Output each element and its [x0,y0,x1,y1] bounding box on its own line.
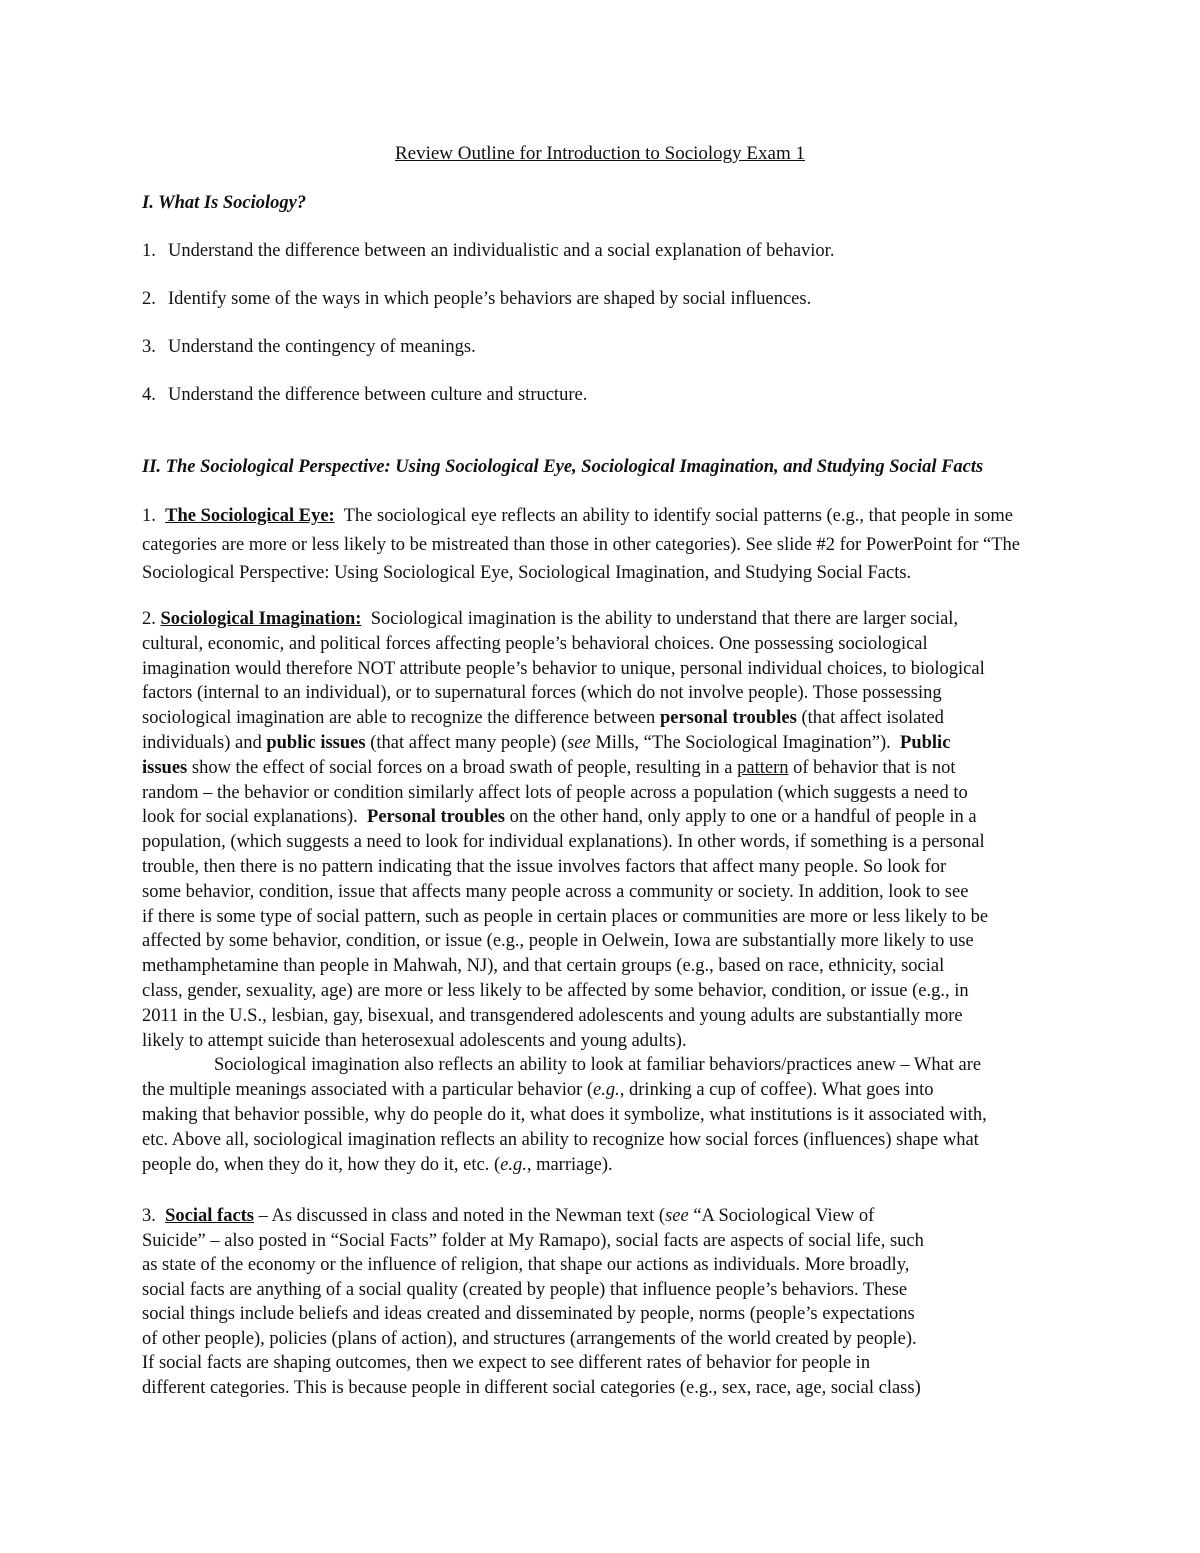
item-number: 2. [142,289,156,309]
paragraph-sociological-eye [142,502,1020,588]
item-number: 4. [142,385,156,405]
text-line: random – the behavior or condition similarly affect lots of people across a population (which suggests a need to [142,782,968,803]
text-line: as state of the economy or the influence of religion, that shape our actions as individuals. More broadly, [142,1255,910,1275]
text-line: individuals) and public issues (that affect many people) (see Mills, “The Sociological Imagination”). Public [142,732,951,753]
text-line: 3. Social facts – As discussed in class and noted in the Newman text (see “A Sociological View of [142,1206,875,1226]
text-line: different categories. This is because people in different social categories (e.g., sex, race, age, social class) [142,1377,921,1398]
text-line: if there is some type of social pattern, such as people in certain places or communities are more or less likely to be [142,906,989,927]
paragraph-social-facts [142,1204,924,1400]
text-line: of other people), policies (plans of action), and structures (arrangements of the world created by people). [142,1328,917,1349]
text-line: the multiple meanings associated with a particular behavior (e.g., drinking a cup of coffee). What goes into [142,1080,934,1101]
term-sociological-eye: The Sociological Eye: [165,506,335,526]
text-line: social things include beliefs and ideas created and disseminated by people, norms (people’s expectations [142,1304,915,1324]
text-line: likely to attempt suicide than heterosexual adolescents and young adults). [142,1030,687,1051]
item-text: Understand the difference between an individualistic and a social explanation of behavior. [168,241,835,261]
term-social-facts: Social facts [165,1206,255,1226]
section-heading-sociological-perspective: II. The Sociological Perspective: Using Sociological Eye, Sociological Imagination, and Studying Social Facts [142,457,984,477]
text-line: cultural, economic, and political forces affecting people’s behavioral choices. One possessing sociological [142,633,928,654]
text-line: 2011 in the U.S., lesbian, gay, bisexual, and transgendered adolescents and young adults are substantially more [142,1005,963,1026]
item-text: Understand the difference between culture and structure. [168,385,588,405]
list-item [142,383,587,407]
list-item [142,239,834,263]
paragraph-sociological-imagination [142,607,988,1177]
text-line: look for social explanations). Personal troubles on the other hand, only apply to one or a handful of people in a [142,807,977,828]
term-public-issues: public issues [266,732,366,753]
text-line: imagination would therefore NOT attribute people’s behavior to unique, personal individual choices, to biological [142,658,985,679]
section-heading-what-is-sociology: I. What Is Sociology? [142,193,307,213]
text-line: 1. The Sociological Eye: The sociological eye reflects an ability to identify social patterns (e.g., that people in some [142,506,1014,526]
text-line: affected by some behavior, condition, or issue (e.g., people in Oelwein, Iowa are substantially more likely to use [142,931,974,952]
text-line: 2. Sociological Imagination: Sociological imagination is the ability to understand that there are larger social, [142,609,959,629]
text-line: class, gender, sexuality, age) are more or less likely to be affected by some behavior, condition, or issue (e.g., in [142,980,969,1001]
text-line: making that behavior possible, why do people do it, what does it symbolize, what institutions is it associated with, [142,1104,987,1125]
item-number: 1. [142,241,156,261]
text-line: trouble, then there is no pattern indicating that the issue involves factors that affect many people. So look for [142,856,947,877]
text-line: social facts are anything of a social quality (created by people) that influence people’s behaviors. These [142,1279,908,1300]
list-item [142,287,811,311]
item-text: Understand the contingency of meanings. [168,337,476,357]
item-number: 3. [142,337,156,357]
text-line: etc. Above all, sociological imagination reflects an ability to recognize how social forces (influences) shape what [142,1129,979,1150]
text-line: issues show the effect of social forces on a broad swath of people, resulting in a pattern of behavior that is not [142,757,956,778]
text-line: Sociological imagination also reflects an ability to look at familiar behaviors/practices anew – What are [214,1055,982,1076]
text-line: If social facts are shaping outcomes, then we expect to see different rates of behavior for people in [142,1353,871,1373]
item-text: Identify some of the ways in which people’s behaviors are shaped by social influences. [168,289,812,309]
text-line: factors (internal to an individual), or to supernatural forces (which do not involve people). Those possessing [142,683,942,704]
term-sociological-imagination: Sociological Imagination: [160,609,362,629]
text-line: sociological imagination are able to recognize the difference between personal troubles (that affect isolated [142,708,944,729]
text-line: population, (which suggests a need to look for individual explanations). In other words, if something is a personal [142,832,985,853]
text-line: methamphetamine than people in Mahwah, NJ), and that certain groups (e.g., based on race, ethnicity, social [142,956,945,977]
text-line: categories are more or less likely to be mistreated than those in other categories). See slide #2 for PowerPoint for “The [142,534,1020,555]
text-line: Sociological Perspective: Using Sociological Eye, Sociological Imagination, and Studying Social Facts. [142,563,912,583]
list-item [142,335,476,359]
document-title: Review Outline for Introduction to Sociology Exam 1 [394,143,805,164]
text-line: Suicide” – also posted in “Social Facts” folder at My Ramapo), social facts are aspects of social life, such [142,1230,924,1251]
term-personal-troubles: personal troubles [659,708,797,729]
text-line: people do, when they do it, how they do it, etc. (e.g., marriage). [142,1154,613,1175]
text-line: some behavior, condition, issue that affects many people across a community or society. In addition, look to see [142,881,969,902]
